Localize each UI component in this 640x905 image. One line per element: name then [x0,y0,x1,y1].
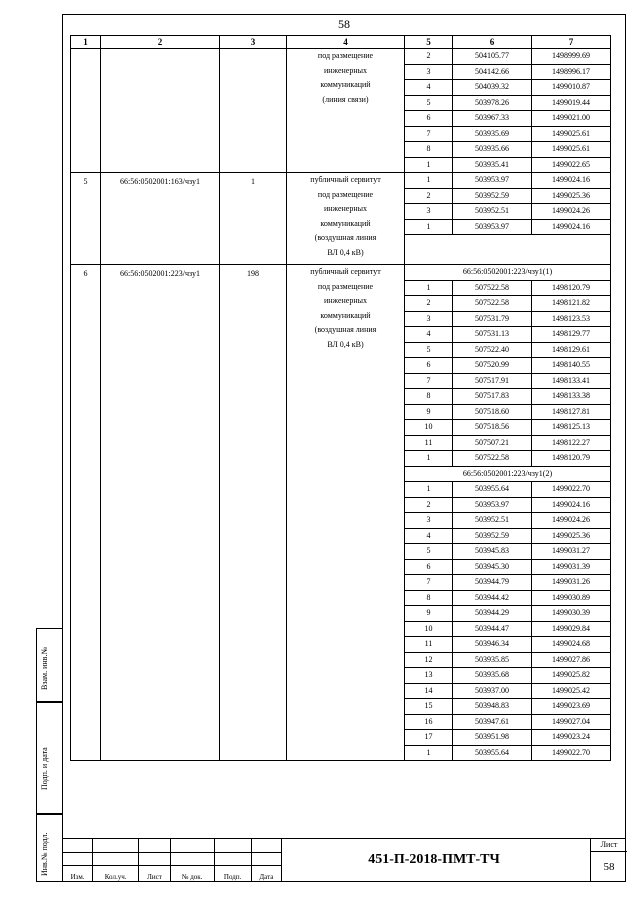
stamp-col-ndok: № док. [170,866,214,882]
x-coordinate-cell: 507517.91 [453,373,532,389]
purpose-line: коммуникаций [320,80,371,89]
point-number-cell: 14 [405,683,453,699]
point-number-cell: 13 [405,668,453,684]
y-coordinate-cell: 1498129.61 [532,342,611,358]
x-coordinate-cell: 503953.97 [453,173,532,189]
header-cell: 6 [453,36,532,49]
point-number-cell: 1 [405,482,453,498]
x-coordinate-cell: 507507.21 [453,435,532,451]
x-coordinate-cell: 507522.58 [453,280,532,296]
y-coordinate-cell: 1498133.41 [532,373,611,389]
y-coordinate-cell: 1499025.61 [532,126,611,142]
point-number-cell: 1 [405,157,453,173]
purpose-line: инженерных [323,204,368,213]
revision-grid [62,838,282,882]
cadastral-number-cell: 66:56:0502001:223/чзу1 [101,265,220,761]
purpose-line: коммуникаций [320,218,371,228]
x-coordinate-cell: 507518.60 [453,404,532,420]
point-number-cell: 8 [405,389,453,405]
point-number-cell: 3 [405,513,453,529]
point-number-cell: 1 [405,451,453,467]
y-coordinate-cell: 1498121.82 [532,296,611,312]
area-cell [220,49,287,173]
y-coordinate-cell: 1499031.27 [532,544,611,560]
y-coordinate-cell: 1499025.61 [532,142,611,158]
stamp-col-data: Дата [251,866,281,882]
y-coordinate-cell: 1499025.42 [532,683,611,699]
y-coordinate-cell: 1499031.39 [532,559,611,575]
y-coordinate-cell: 1499019.44 [532,95,611,111]
point-number-cell: 17 [405,730,453,746]
point-number-cell: 16 [405,714,453,730]
point-number-cell: 4 [405,528,453,544]
x-coordinate-cell: 507522.40 [453,342,532,358]
point-number-cell: 5 [405,544,453,560]
row-number-cell: 6 [71,265,101,761]
point-number-cell: 9 [405,606,453,622]
purpose-line: (линия связи) [322,94,369,104]
y-coordinate-cell: 1499024.26 [532,513,611,529]
point-number-cell: 10 [405,621,453,637]
purpose-line: ВЛ 0,4 кВ) [327,247,364,257]
point-number-cell: 3 [405,64,453,80]
x-coordinate-cell: 503945.30 [453,559,532,575]
y-coordinate-cell: 1499030.89 [532,590,611,606]
x-coordinate-cell: 507531.13 [453,327,532,343]
y-coordinate-cell: 1498133.38 [532,389,611,405]
y-coordinate-cell: 1498120.79 [532,280,611,296]
y-coordinate-cell: 1498122.27 [532,435,611,451]
x-coordinate-cell: 503967.33 [453,111,532,127]
y-coordinate-cell: 1498999.69 [532,49,611,65]
y-coordinate-cell: 1499027.04 [532,714,611,730]
row-number-cell [71,49,101,173]
y-coordinate-cell: 1498125.13 [532,420,611,436]
y-coordinate-cell: 1498120.79 [532,451,611,467]
point-number-cell: 6 [405,559,453,575]
point-number-cell: 3 [405,204,453,220]
stamp-col-podp: Подп. [214,866,251,882]
x-coordinate-cell: 503935.68 [453,668,532,684]
point-number-cell: 1 [405,280,453,296]
table-row [71,173,611,189]
y-coordinate-cell: 1499027.86 [532,652,611,668]
x-coordinate-cell: 504105.77 [453,49,532,65]
purpose-line: инженерных [323,65,368,75]
x-coordinate-cell: 503944.47 [453,621,532,637]
point-number-cell: 6 [405,358,453,374]
row-number-cell: 5 [71,173,101,265]
point-number-cell: 4 [405,80,453,96]
point-number-cell: 11 [405,637,453,653]
point-number-cell: 4 [405,327,453,343]
y-coordinate-cell: 1499022.70 [532,745,611,761]
table-row [71,265,611,281]
y-coordinate-cell: 1499029.84 [532,621,611,637]
purpose-line: под размещение [317,281,374,291]
purpose-line: публичный сервитут [310,175,381,184]
point-number-cell: 1 [405,219,453,235]
sheet-number: 58 [603,861,615,873]
y-coordinate-cell: 1499025.36 [532,188,611,204]
purpose-cell [287,173,405,265]
y-coordinate-cell: 1499022.65 [532,157,611,173]
point-number-cell: 2 [405,188,453,204]
x-coordinate-cell: 503978.26 [453,95,532,111]
area-cell: 198 [220,265,287,761]
y-coordinate-cell: 1499022.70 [532,482,611,498]
x-coordinate-cell: 507518.56 [453,420,532,436]
header-cell: 4 [287,36,405,49]
point-number-cell: 8 [405,590,453,606]
x-coordinate-cell: 503945.83 [453,544,532,560]
side-label-replace: Взам. инв.№ [40,646,49,690]
x-coordinate-cell: 503952.59 [453,528,532,544]
purpose-line: под размещение [317,189,374,199]
empty-cell [405,235,611,265]
point-number-cell: 2 [405,497,453,513]
y-coordinate-cell: 1498140.55 [532,358,611,374]
x-coordinate-cell: 507517.83 [453,389,532,405]
purpose-line: (воздушная линия [314,233,377,242]
coordinates-table [70,35,611,761]
point-number-cell: 8 [405,142,453,158]
y-coordinate-cell: 1499030.39 [532,606,611,622]
table-row [71,49,611,65]
point-number-cell: 15 [405,699,453,715]
point-number-cell: 2 [405,49,453,65]
header-cell: 3 [220,36,287,49]
x-coordinate-cell: 504039.32 [453,80,532,96]
x-coordinate-cell: 503944.79 [453,575,532,591]
x-coordinate-cell: 503935.85 [453,652,532,668]
y-coordinate-cell: 1498123.53 [532,311,611,327]
purpose-line: ВЛ 0,4 кВ) [327,339,364,349]
y-coordinate-cell: 1499024.16 [532,173,611,189]
x-coordinate-cell: 503953.97 [453,497,532,513]
y-coordinate-cell: 1499024.16 [532,219,611,235]
x-coordinate-cell: 503937.00 [453,683,532,699]
point-number-cell: 10 [405,420,453,436]
x-coordinate-cell: 503955.64 [453,482,532,498]
purpose-line: коммуникаций [320,310,371,320]
side-label-sign-date: Подп. и дата [40,747,49,790]
point-number-cell: 7 [405,575,453,591]
x-coordinate-cell: 503944.42 [453,590,532,606]
sheet-label: Лист [591,838,627,852]
purpose-line: под размещение [317,51,374,60]
y-coordinate-cell: 1499025.82 [532,668,611,684]
cadastral-number-cell: 66:56:0502001:163/чзу1 [101,173,220,265]
header-cell: 2 [101,36,220,49]
x-coordinate-cell: 503952.51 [453,204,532,220]
purpose-cell [287,49,405,173]
purpose-line: инженерных [323,296,368,305]
area-cell: 1 [220,173,287,265]
point-number-cell: 6 [405,111,453,127]
x-coordinate-cell: 503952.59 [453,188,532,204]
point-number-cell: 9 [405,404,453,420]
y-coordinate-cell: 1499021.00 [532,111,611,127]
x-coordinate-cell: 504142.66 [453,64,532,80]
header-cell: 5 [405,36,453,49]
stamp-col-list: Лист [139,866,171,882]
x-coordinate-cell: 503946.34 [453,637,532,653]
x-coordinate-cell: 503947.61 [453,714,532,730]
x-coordinate-cell: 507520.99 [453,358,532,374]
point-number-cell: 2 [405,296,453,312]
x-coordinate-cell: 503935.66 [453,142,532,158]
header-cell: 1 [71,36,101,49]
y-coordinate-cell: 1499031.26 [532,575,611,591]
page-number-top: 58 [338,17,350,31]
sheet-box [590,838,627,882]
y-coordinate-cell: 1499025.36 [532,528,611,544]
x-coordinate-cell: 503935.41 [453,157,532,173]
x-coordinate-cell: 503955.64 [453,745,532,761]
point-number-cell: 1 [405,745,453,761]
point-number-cell: 7 [405,373,453,389]
y-coordinate-cell: 1499010.87 [532,80,611,96]
y-coordinate-cell: 1499023.69 [532,699,611,715]
purpose-line: публичный сервитут [310,267,381,276]
x-coordinate-cell: 507522.58 [453,451,532,467]
y-coordinate-cell: 1498996.17 [532,64,611,80]
y-coordinate-cell: 1499024.16 [532,497,611,513]
sub-area-label: 66:56:0502001:223/чзу1(1) [405,265,611,281]
y-coordinate-cell: 1498127.81 [532,404,611,420]
x-coordinate-cell: 507522.58 [453,296,532,312]
x-coordinate-cell: 503953.97 [453,219,532,235]
x-coordinate-cell: 503952.51 [453,513,532,529]
x-coordinate-cell: 503948.83 [453,699,532,715]
x-coordinate-cell: 507531.79 [453,311,532,327]
point-number-cell: 5 [405,342,453,358]
point-number-cell: 3 [405,311,453,327]
cadastral-number-cell [101,49,220,173]
x-coordinate-cell: 503951.98 [453,730,532,746]
stamp-col-izm: Изм. [63,866,93,882]
y-coordinate-cell: 1499023.24 [532,730,611,746]
y-coordinate-cell: 1498129.77 [532,327,611,343]
title-block [62,838,626,882]
document-code: 451-П-2018-ПМТ-ТЧ [368,852,500,867]
point-number-cell: 11 [405,435,453,451]
point-number-cell: 5 [405,95,453,111]
point-number-cell: 1 [405,173,453,189]
x-coordinate-cell: 503944.29 [453,606,532,622]
purpose-line: (воздушная линия [314,325,377,334]
stamp-col-koluch: Кол.уч. [93,866,139,882]
y-coordinate-cell: 1499024.26 [532,204,611,220]
purpose-cell [287,265,405,761]
point-number-cell: 12 [405,652,453,668]
y-coordinate-cell: 1499024.68 [532,637,611,653]
header-cell: 7 [532,36,611,49]
x-coordinate-cell: 503935.69 [453,126,532,142]
header-row [71,36,611,49]
side-label-inventory: Инв.№ подл. [40,832,49,876]
point-number-cell: 7 [405,126,453,142]
sub-area-label: 66:56:0502001:223/чзу1(2) [405,466,611,482]
